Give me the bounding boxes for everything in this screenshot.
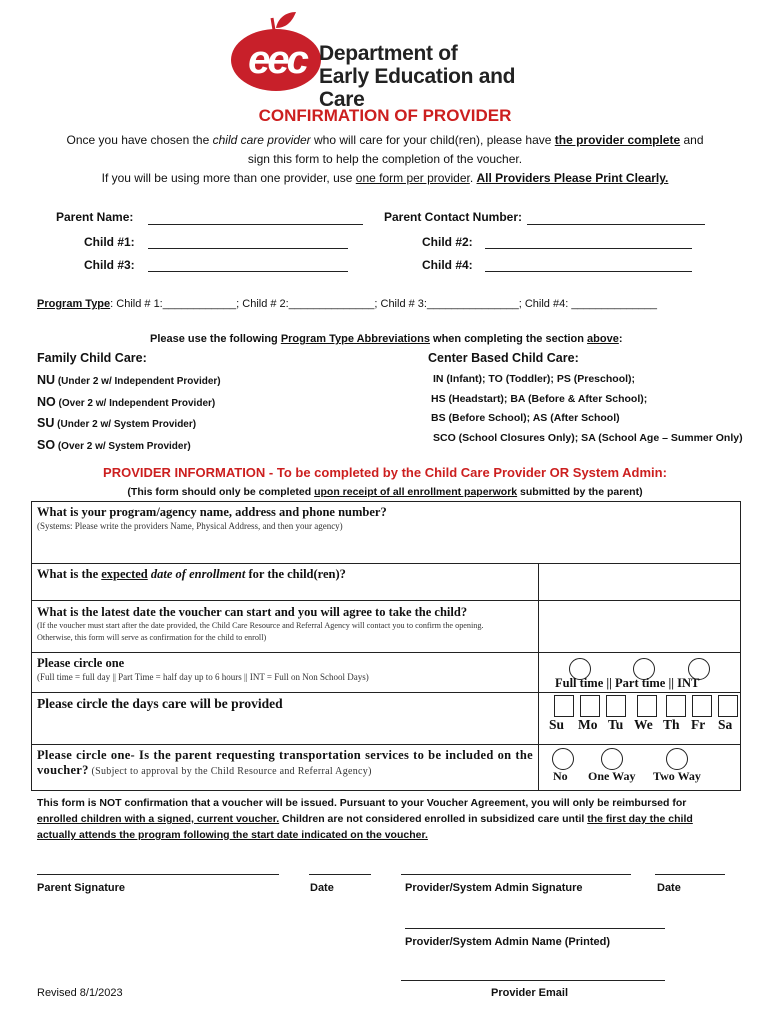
- provider-info-subheading: (This form should only be completed upon receipt of all enrollment paperwork submitted by the parent): [127, 486, 643, 498]
- revised-date: Revised 8/1/2023: [37, 987, 123, 999]
- eec-logo: [226, 8, 546, 111]
- provider-name-line[interactable]: [405, 928, 665, 929]
- enrollment-date-question: What is the expected date of enrollment for the child(ren)?: [32, 564, 539, 601]
- logo-wordmark: Department of Early Education and Care: [319, 42, 516, 111]
- day-box-th[interactable]: [666, 695, 686, 717]
- child2-field[interactable]: [485, 248, 692, 249]
- day-box-mo[interactable]: [580, 695, 600, 717]
- provider-email-label: Provider Email: [491, 987, 569, 999]
- center-abbr-list: [0, 370, 743, 448]
- family-child-care-heading: Family Child Care:: [37, 351, 147, 365]
- schedule-question: Please circle one (Full time = full day || Part Time = half day up to 6 hours || INT = Full on Non School Days): [32, 653, 539, 693]
- transport-two-way-circle[interactable]: [666, 748, 688, 770]
- child3-label: Child #3:: [84, 258, 135, 272]
- parent-name-field[interactable]: [148, 224, 363, 225]
- transport-question: Please circle one- Is the parent requesting transportation services to be included on the voucher? (Subject to approval by the Child Resource and Referral Agency): [32, 745, 539, 791]
- child2-label: Child #2:: [422, 235, 473, 249]
- transport-no-circle[interactable]: [552, 748, 574, 770]
- logo-abbrev: eec: [248, 38, 306, 82]
- provider-signature-label: Provider/System Admin Signature: [405, 882, 583, 894]
- parent-contact-label: Parent Contact Number:: [384, 210, 523, 224]
- intro-text: Once you have chosen the child care provider who will care for your child(ren), please have the provider complete and sign this form to help the completion of the voucher. If you will be using more than one provider, use one form per provider. All Providers Please Print Clearly.: [66, 133, 704, 185]
- list-item: IN (Infant); TO (Toddler); PS (Preschool);: [433, 373, 636, 385]
- parent-name-label: Parent Name:: [56, 210, 134, 224]
- provider-date-line[interactable]: [655, 874, 725, 875]
- provider-info-heading: PROVIDER INFORMATION - To be completed by the Child Care Provider OR System Admin:: [103, 465, 667, 480]
- form-title: CONFIRMATION OF PROVIDER: [258, 106, 512, 125]
- voucher-start-question: What is the latest date the voucher can start and you will agree to take the child? (If the voucher must start after the date provided, the Child Care Resource and Referral Agency will contact you to confirm the opening. Otherwise, this form will serve as confirmation for the child to enroll): [32, 601, 539, 653]
- day-box-su[interactable]: [554, 695, 574, 717]
- day-label-su: Su: [549, 717, 565, 732]
- day-label-mo: Mo: [578, 717, 598, 732]
- child4-field[interactable]: [485, 271, 692, 272]
- program-info-cell[interactable]: What is your program/agency name, address and phone number? (Systems: Please write the providers Name, Physical Address, and then your agency): [32, 502, 741, 564]
- voucher-start-field[interactable]: [539, 601, 741, 653]
- parent-signature-line[interactable]: [37, 874, 279, 875]
- parent-signature-label: Parent Signature: [37, 882, 126, 894]
- day-label-we: We: [634, 717, 653, 732]
- transport-two-way-label: Two Way: [653, 769, 701, 783]
- list-item: HS (Headstart); BA (Before & After School);: [431, 392, 648, 405]
- day-label-sa: Sa: [718, 717, 733, 732]
- parent-date-label: Date: [310, 882, 334, 894]
- provider-date-label: Date: [657, 882, 681, 894]
- abbr-intro: Please use the following Program Type Abbreviations when completing the section above:: [150, 333, 623, 345]
- provider-info-table: [31, 501, 741, 791]
- voucher-notice: This form is NOT confirmation that a voucher will be issued. Pursuant to your Voucher Agreement, you will only be reimbursed for enrolled children with a signed, current voucher. Children are not considered enrolled in subsidized care until the first day the child actually attends the program following the start date indicated on the voucher.: [37, 797, 693, 841]
- days-question: Please circle the days care will be provided: [32, 693, 539, 745]
- child4-label: Child #4:: [422, 258, 473, 272]
- day-label-th: Th: [663, 717, 680, 732]
- list-item: BS (Before School); AS (After School): [431, 412, 620, 424]
- provider-name-label: Provider/System Admin Name (Printed): [405, 936, 610, 948]
- child1-label: Child #1:: [84, 235, 135, 249]
- list-item: SO (Over 2 w/ System Provider): [37, 437, 191, 452]
- provider-email-line[interactable]: [401, 980, 665, 981]
- transport-one-way-label: One Way: [588, 769, 636, 783]
- parent-contact-field[interactable]: [527, 224, 705, 225]
- provider-signature-line[interactable]: [401, 874, 631, 875]
- day-box-fr[interactable]: [692, 695, 712, 717]
- list-item: SCO (School Closures Only); SA (School Age – Summer Only): [433, 431, 743, 444]
- program-type-row[interactable]: Program Type: Child # 1:____________; Child # 2:______________; Child # 3:_______________; Child #4: ______________: [37, 298, 657, 310]
- list-item: NO (Over 2 w/ Independent Provider): [37, 394, 216, 409]
- day-box-we[interactable]: [637, 695, 657, 717]
- center-child-care-heading: Center Based Child Care:: [428, 351, 579, 365]
- schedule-options-label: Full time || Part time || INT: [555, 676, 700, 690]
- day-label-tu: Tu: [608, 717, 624, 732]
- list-item: NU (Under 2 w/ Independent Provider): [37, 373, 221, 387]
- child1-field[interactable]: [148, 248, 348, 249]
- day-box-sa[interactable]: [718, 695, 738, 717]
- day-box-tu[interactable]: [606, 695, 626, 717]
- list-item: SU (Under 2 w/ System Provider): [37, 416, 197, 430]
- transport-one-way-circle[interactable]: [601, 748, 623, 770]
- child3-field[interactable]: [148, 271, 348, 272]
- enrollment-date-field[interactable]: [539, 564, 741, 601]
- parent-date-line[interactable]: [309, 874, 371, 875]
- day-label-fr: Fr: [691, 717, 706, 732]
- transport-no-label: No: [553, 769, 568, 783]
